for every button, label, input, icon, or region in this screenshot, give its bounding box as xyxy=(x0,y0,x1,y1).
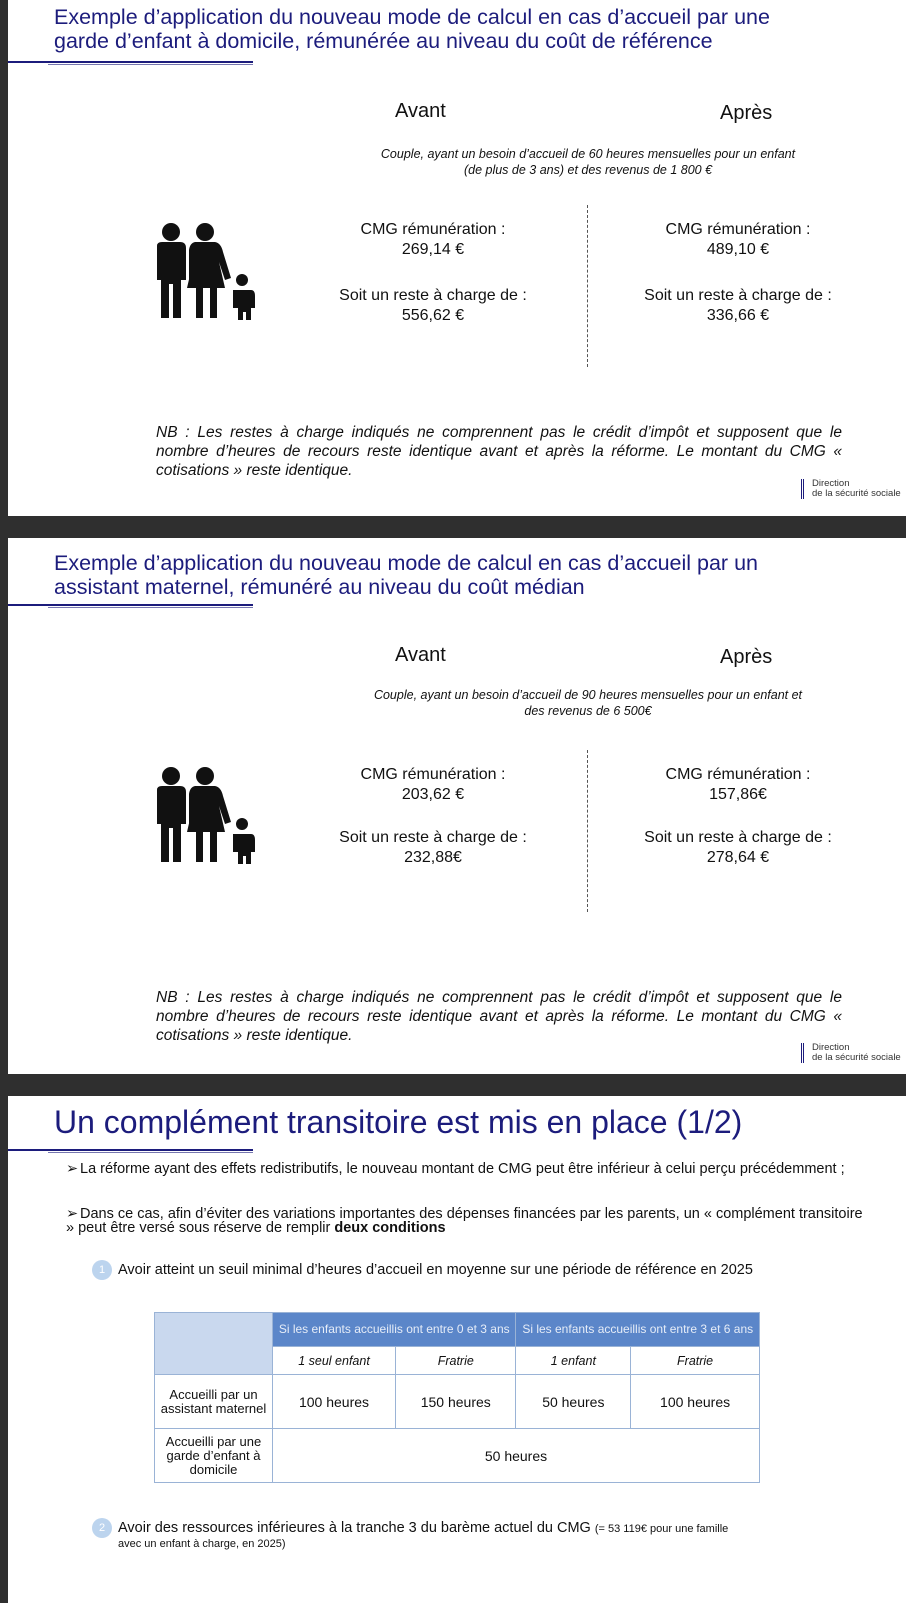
cmg-label: CMG rémunération : xyxy=(665,766,811,783)
table-row xyxy=(155,1429,760,1483)
divider-dashed xyxy=(587,750,588,912)
condition-2-note-line-2: avec un enfant à charge, en 2025) xyxy=(118,1538,286,1550)
apres-cmg-block xyxy=(628,220,848,260)
table-cell: 50 heures xyxy=(516,1375,631,1429)
family-icon xyxy=(153,766,258,866)
title-underline-secondary xyxy=(48,64,253,65)
bullet-2-emphasis: deux conditions xyxy=(334,1220,446,1236)
avant-cmg-block xyxy=(326,765,540,805)
arrow-bullet-icon: ➢ xyxy=(66,1206,79,1222)
subheader-cell: Fratrie xyxy=(631,1347,760,1375)
arrow-bullet-icon: ➢ xyxy=(66,1161,79,1177)
table-row xyxy=(155,1375,760,1429)
logo-line-2: de la sécurité sociale xyxy=(812,1052,901,1063)
reste-label: Soit un reste à charge de : xyxy=(339,287,527,304)
row-header-assistant-maternel: Accueilli par un assistant maternel xyxy=(155,1375,273,1429)
scenario-line-2: (de plus de 3 ans) et des revenus de 1 800 € xyxy=(463,163,713,177)
title-underline xyxy=(8,1149,253,1151)
title-line-2: assistant maternel, rémunéré au niveau du coût médian xyxy=(54,575,585,599)
number-1-badge: 1 xyxy=(92,1260,112,1280)
table-cell-merged: 50 heures xyxy=(273,1429,760,1483)
scenario-text xyxy=(338,687,838,719)
scenario-line-1: Couple, ayant un besoin d’accueil de 60 heures mensuelles pour un enfant xyxy=(380,147,796,161)
cmg-value: 203,62 € xyxy=(401,786,465,803)
apres-cmg-block xyxy=(628,765,848,805)
nb-note: NB : Les restes à charge indiqués ne comprennent pas le crédit d’impôt et supposent que le nombre d’heures de recours reste identique avant et après la réforme. Le montant du CMG « cotisations » reste identique. xyxy=(156,989,842,1044)
reste-label: Soit un reste à charge de : xyxy=(339,829,527,846)
title-line-1: Exemple d’application du nouveau mode de calcul en cas d’accueil par une xyxy=(54,5,770,29)
avant-reste-block xyxy=(326,286,540,326)
avant-heading: Avant xyxy=(395,644,446,666)
bullet-1-text: La réforme ayant des effets redistributifs, le nouveau montant de CMG peut être inférieur à celui perçu précédemment ; xyxy=(80,1161,845,1177)
cmg-value: 489,10 € xyxy=(706,241,770,258)
nb-note: NB : Les restes à charge indiqués ne comprennent pas le crédit d’impôt et supposent que le nombre d’heures de recours reste identique avant et après la réforme. Le montant du CMG « cotisations » reste identique. xyxy=(156,424,842,479)
condition-2-note: (= 53 119€ pour une famille xyxy=(594,1522,729,1535)
cmg-value: 269,14 € xyxy=(401,241,465,258)
title-line-2: garde d’enfant à domicile, rémunérée au niveau du coût de référence xyxy=(54,29,713,53)
dss-logo xyxy=(801,479,906,499)
title-line-1: Exemple d’application du nouveau mode de calcul en cas d’accueil par un xyxy=(54,551,758,575)
apres-reste-block xyxy=(628,286,848,326)
subheader-cell: 1 seul enfant xyxy=(273,1347,396,1375)
scenario-line-1: Couple, ayant un besoin d’accueil de 90 heures mensuelles pour un enfant et xyxy=(373,688,803,702)
logo-line-1: Direction xyxy=(812,1042,850,1053)
cmg-label: CMG rémunération : xyxy=(360,766,506,783)
reste-value: 336,66 € xyxy=(706,307,770,324)
divider-dashed xyxy=(587,205,588,367)
title-underline-secondary xyxy=(48,1152,253,1153)
threshold-table xyxy=(154,1312,760,1483)
header-0-3-ans: Si les enfants accueillis ont entre 0 et 3 ans xyxy=(273,1313,516,1347)
logo-line-1: Direction xyxy=(812,478,850,489)
subheader-cell: 1 enfant xyxy=(516,1347,631,1375)
row-header-garde-domicile: Accueilli par une garde d’enfant à domicile xyxy=(155,1429,273,1483)
bullet-2 xyxy=(66,1207,874,1235)
title-underline xyxy=(8,604,253,606)
slide-title xyxy=(54,5,904,53)
apres-heading: Après xyxy=(720,646,773,668)
subheader-cell: Fratrie xyxy=(396,1347,516,1375)
number-2-badge: 2 xyxy=(92,1518,112,1538)
avant-cmg-block xyxy=(326,220,540,260)
title-underline xyxy=(8,61,253,63)
slide-garde-domicile xyxy=(8,0,906,516)
table-cell: 100 heures xyxy=(273,1375,396,1429)
avant-reste-block xyxy=(326,828,540,868)
avant-heading: Avant xyxy=(395,100,446,122)
slide-title: Un complément transitoire est mis en place (1/2) xyxy=(54,1104,743,1140)
reste-label: Soit un reste à charge de : xyxy=(644,829,832,846)
condition-1-text: Avoir atteint un seuil minimal d’heures d’accueil en moyenne sur une période de référence en 2025 xyxy=(118,1261,753,1278)
header-3-6-ans: Si les enfants accueillis ont entre 3 et 6 ans xyxy=(516,1313,760,1347)
cmg-value: 157,86€ xyxy=(709,786,767,803)
dss-logo xyxy=(801,1043,906,1063)
reste-value: 278,64 € xyxy=(706,849,770,866)
reste-label: Soit un reste à charge de : xyxy=(644,287,832,304)
reste-value: 232,88€ xyxy=(404,849,462,866)
title-underline-secondary xyxy=(48,607,253,608)
table-cell: 150 heures xyxy=(396,1375,516,1429)
slide-complement-transitoire xyxy=(8,1096,906,1603)
bullet-1 xyxy=(66,1162,874,1176)
scenario-line-2: des revenus de 6 500€ xyxy=(524,704,652,718)
slide-assistant-maternel xyxy=(8,538,906,1074)
condition-1 xyxy=(92,1260,852,1280)
apres-heading: Après xyxy=(720,102,773,124)
table-cell: 100 heures xyxy=(631,1375,760,1429)
cmg-label: CMG rémunération : xyxy=(665,221,811,238)
apres-reste-block xyxy=(628,828,848,868)
bullet-2-text: Dans ce cas, afin d’éviter des variations importantes des dépenses financées par les parents, un « complément transitoire » peut être versé sous réserve de remplir xyxy=(66,1206,863,1236)
condition-2 xyxy=(92,1518,852,1551)
reste-value: 556,62 € xyxy=(401,307,465,324)
logo-line-2: de la sécurité sociale xyxy=(812,488,901,499)
condition-2-text: Avoir des ressources inférieures à la tranche 3 du barème actuel du CMG xyxy=(118,1519,591,1536)
table-corner xyxy=(155,1313,273,1375)
scenario-text xyxy=(338,146,838,178)
cmg-label: CMG rémunération : xyxy=(360,221,506,238)
slide-title xyxy=(54,551,904,599)
family-icon xyxy=(153,222,258,322)
